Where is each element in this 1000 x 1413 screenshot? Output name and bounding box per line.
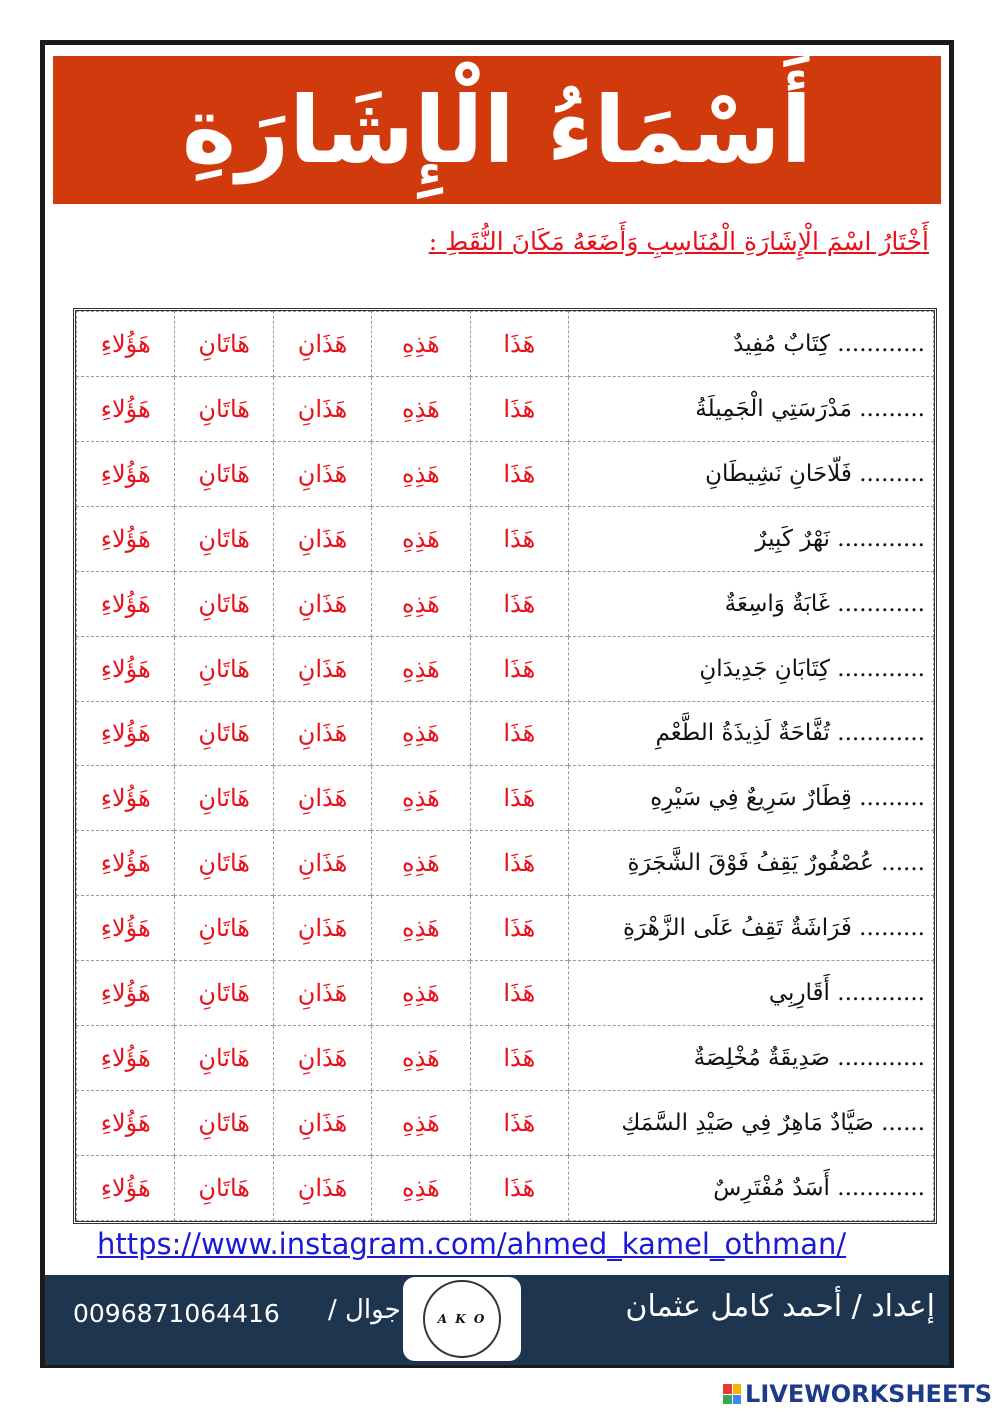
answer-option[interactable]: هَؤُلاءِ bbox=[77, 1091, 175, 1156]
answer-option[interactable]: هَذِهِ bbox=[372, 1091, 470, 1156]
answer-option[interactable]: هَؤُلاءِ bbox=[77, 896, 175, 961]
table-row bbox=[77, 441, 934, 506]
answer-option[interactable]: هَذَا bbox=[470, 376, 568, 441]
title-banner bbox=[53, 56, 941, 204]
answer-option[interactable]: هَاتَانِ bbox=[175, 312, 273, 377]
answer-option[interactable]: هَذِهِ bbox=[372, 1026, 470, 1091]
answer-option[interactable]: هَذِهِ bbox=[372, 831, 470, 896]
table-row bbox=[77, 896, 934, 961]
answer-option[interactable]: هَذِهِ bbox=[372, 961, 470, 1026]
answer-option[interactable]: هَذِهِ bbox=[372, 312, 470, 377]
instruction-text: أَخْتَارُ اسْمَ الْإِشَارَةِ الْمُنَاسِبِ وَأَضَعَهُ مَكَانَ النُّقَطِ : bbox=[428, 227, 929, 256]
answer-option[interactable]: هَاتَانِ bbox=[175, 961, 273, 1026]
answer-option[interactable]: هَاتَانِ bbox=[175, 1026, 273, 1091]
answer-option[interactable]: هَذَا bbox=[470, 636, 568, 701]
answer-option[interactable]: هَؤُلاءِ bbox=[77, 1155, 175, 1220]
table-row bbox=[77, 961, 934, 1026]
answer-option[interactable]: هَذَا bbox=[470, 961, 568, 1026]
phone-label: جوال / bbox=[328, 1295, 401, 1325]
answer-option[interactable]: هَؤُلاءِ bbox=[77, 441, 175, 506]
answer-option[interactable]: هَذَا bbox=[470, 831, 568, 896]
table-row bbox=[77, 1155, 934, 1220]
answer-option[interactable]: هَؤُلاءِ bbox=[77, 961, 175, 1026]
exercise-table bbox=[73, 308, 937, 1224]
answer-option[interactable]: هَذَا bbox=[470, 312, 568, 377]
watermark-text: LIVEWORKSHEETS bbox=[745, 1380, 992, 1408]
answer-option[interactable]: هَاتَانِ bbox=[175, 506, 273, 571]
answer-option[interactable]: هَاتَانِ bbox=[175, 701, 273, 766]
sentence-cell: ......... فَلّاحَانِ نَشِيطَانِ bbox=[569, 441, 934, 506]
answer-option[interactable]: هَذِهِ bbox=[372, 441, 470, 506]
table-row bbox=[77, 766, 934, 831]
answer-option[interactable]: هَذَانِ bbox=[273, 766, 371, 831]
table-row bbox=[77, 571, 934, 636]
answer-option[interactable]: هَذِهِ bbox=[372, 636, 470, 701]
exercise-grid bbox=[76, 311, 934, 1221]
answer-option[interactable]: هَاتَانِ bbox=[175, 766, 273, 831]
page-title: أَسْمَاءُ الْإِشَارَةِ bbox=[181, 76, 813, 184]
answer-option[interactable]: هَذَا bbox=[470, 506, 568, 571]
answer-option[interactable]: هَاتَانِ bbox=[175, 376, 273, 441]
answer-option[interactable]: هَاتَانِ bbox=[175, 441, 273, 506]
answer-option[interactable]: هَذَانِ bbox=[273, 312, 371, 377]
phone-number: 0096871064416 bbox=[73, 1299, 280, 1328]
author-credit: إعداد / أحمد كامل عثمان bbox=[625, 1289, 935, 1324]
answer-option[interactable]: هَذَانِ bbox=[273, 896, 371, 961]
table-row bbox=[77, 831, 934, 896]
answer-option[interactable]: هَذَا bbox=[470, 441, 568, 506]
answer-option[interactable]: هَؤُلاءِ bbox=[77, 376, 175, 441]
answer-option[interactable]: هَذِهِ bbox=[372, 571, 470, 636]
answer-option[interactable]: هَذَانِ bbox=[273, 636, 371, 701]
worksheet-frame bbox=[40, 40, 954, 1368]
sentence-cell: ............ تُفَّاحَةٌ لَذِيذَةُ الطَّعْمِ bbox=[569, 701, 934, 766]
table-row bbox=[77, 1026, 934, 1091]
answer-option[interactable]: هَذَا bbox=[470, 701, 568, 766]
sentence-cell: ............ أَسَدٌ مُفْتَرِسٌ bbox=[569, 1155, 934, 1220]
answer-option[interactable]: هَذِهِ bbox=[372, 1155, 470, 1220]
liveworksheets-logo-icon bbox=[723, 1384, 741, 1404]
table-row bbox=[77, 1091, 934, 1156]
answer-option[interactable]: هَذَانِ bbox=[273, 961, 371, 1026]
logo-text: A K O bbox=[437, 1312, 487, 1326]
liveworksheets-watermark bbox=[723, 1380, 992, 1408]
answer-option[interactable]: هَاتَانِ bbox=[175, 636, 273, 701]
answer-option[interactable]: هَذَانِ bbox=[273, 1091, 371, 1156]
answer-option[interactable]: هَذِهِ bbox=[372, 701, 470, 766]
answer-option[interactable]: هَذَا bbox=[470, 766, 568, 831]
answer-option[interactable]: هَذَانِ bbox=[273, 701, 371, 766]
answer-option[interactable]: هَاتَانِ bbox=[175, 1155, 273, 1220]
sentence-cell: ......... مَدْرَسَتِي الْجَمِيلَةُ bbox=[569, 376, 934, 441]
answer-option[interactable]: هَؤُلاءِ bbox=[77, 701, 175, 766]
footer-bar bbox=[45, 1275, 949, 1365]
table-row bbox=[77, 312, 934, 377]
answer-option[interactable]: هَؤُلاءِ bbox=[77, 312, 175, 377]
answer-option[interactable]: هَذَا bbox=[470, 896, 568, 961]
instagram-link[interactable]: https://www.instagram.com/ahmed_kamel_othman/ bbox=[97, 1227, 847, 1261]
answer-option[interactable]: هَذَا bbox=[470, 571, 568, 636]
sentence-cell: ............ نَهْرٌ كَبِيرٌ bbox=[569, 506, 934, 571]
answer-option[interactable]: هَذِهِ bbox=[372, 506, 470, 571]
author-logo bbox=[403, 1277, 521, 1361]
sentence-cell: ......... قِطَارٌ سَرِيعٌ فِي سَيْرِهِ bbox=[569, 766, 934, 831]
sentence-cell: ............ صَدِيقَةٌ مُخْلِصَةٌ bbox=[569, 1026, 934, 1091]
answer-option[interactable]: هَؤُلاءِ bbox=[77, 636, 175, 701]
answer-option[interactable]: هَؤُلاءِ bbox=[77, 1026, 175, 1091]
sentence-cell: ............ كِتَابٌ مُفِيدٌ bbox=[569, 312, 934, 377]
answer-option[interactable]: هَذَا bbox=[470, 1091, 568, 1156]
answer-option[interactable]: هَذَانِ bbox=[273, 831, 371, 896]
sentence-cell: ......... فَرَاشَةٌ تَقِفُ عَلَى الزَّهْرَةِ bbox=[569, 896, 934, 961]
answer-option[interactable]: هَذَانِ bbox=[273, 441, 371, 506]
answer-option[interactable]: هَذَانِ bbox=[273, 1026, 371, 1091]
answer-option[interactable]: هَؤُلاءِ bbox=[77, 766, 175, 831]
table-row bbox=[77, 506, 934, 571]
answer-option[interactable]: هَؤُلاءِ bbox=[77, 506, 175, 571]
answer-option[interactable]: هَاتَانِ bbox=[175, 896, 273, 961]
sentence-cell: ............ كِتَابَانِ جَدِيدَانِ bbox=[569, 636, 934, 701]
table-row bbox=[77, 701, 934, 766]
answer-option[interactable]: هَذِهِ bbox=[372, 896, 470, 961]
sentence-cell: ...... عُصْفُورٌ يَقِفُ فَوْقَ الشَّجَرَةِ bbox=[569, 831, 934, 896]
answer-option[interactable]: هَذَا bbox=[470, 1155, 568, 1220]
answer-option[interactable]: هَؤُلاءِ bbox=[77, 571, 175, 636]
answer-option[interactable]: هَذِهِ bbox=[372, 376, 470, 441]
answer-option[interactable]: هَاتَانِ bbox=[175, 831, 273, 896]
answer-option[interactable]: هَذِهِ bbox=[372, 766, 470, 831]
sentence-cell: ............ أَقَارِبِي bbox=[569, 961, 934, 1026]
answer-option[interactable]: هَذَانِ bbox=[273, 506, 371, 571]
answer-option[interactable]: هَاتَانِ bbox=[175, 571, 273, 636]
logo-seal bbox=[423, 1280, 501, 1358]
answer-option[interactable]: هَذَانِ bbox=[273, 376, 371, 441]
table-row bbox=[77, 376, 934, 441]
answer-option[interactable]: هَذَا bbox=[470, 1026, 568, 1091]
answer-option[interactable]: هَاتَانِ bbox=[175, 1091, 273, 1156]
answer-option[interactable]: هَذَانِ bbox=[273, 571, 371, 636]
table-row bbox=[77, 636, 934, 701]
answer-option[interactable]: هَؤُلاءِ bbox=[77, 831, 175, 896]
sentence-cell: ...... صَيَّادٌ مَاهِرٌ فِي صَيْدِ السَّمَكِ bbox=[569, 1091, 934, 1156]
answer-option[interactable]: هَذَانِ bbox=[273, 1155, 371, 1220]
sentence-cell: ............ غَابَةٌ وَاسِعَةٌ bbox=[569, 571, 934, 636]
